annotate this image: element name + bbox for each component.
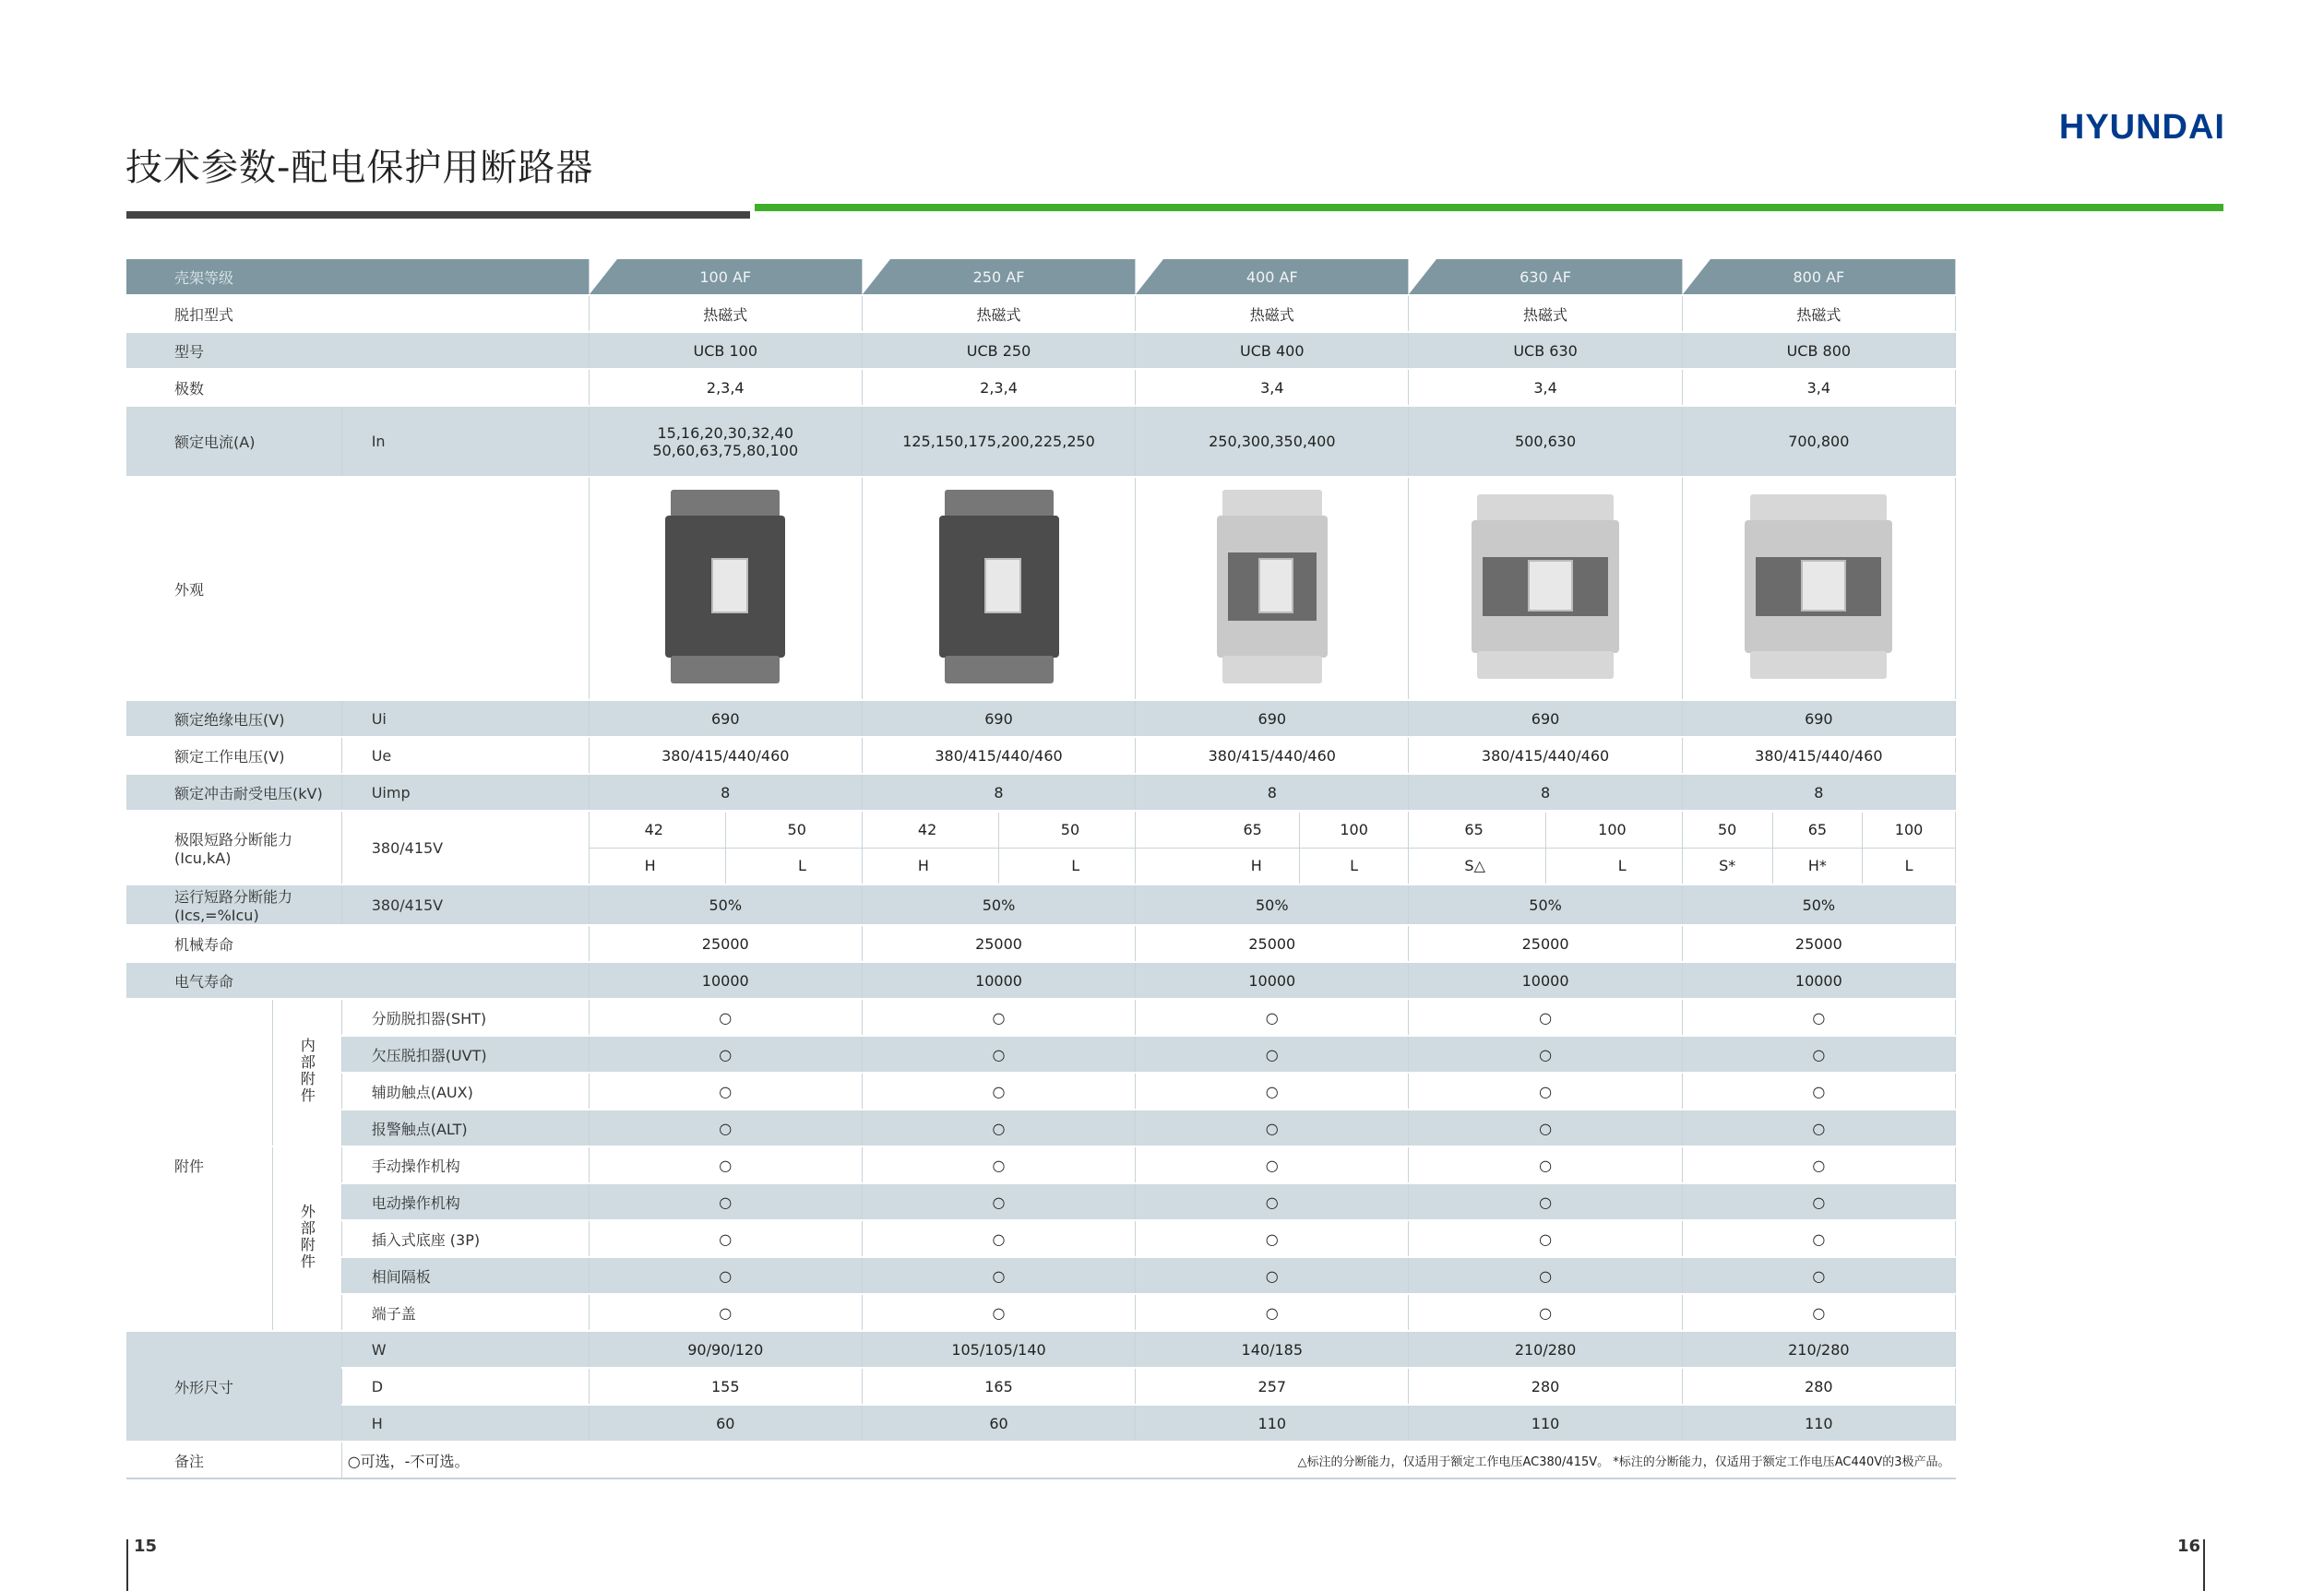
remarks-row: [126, 1442, 1956, 1478]
cell: 10000: [862, 962, 1135, 999]
cell: 热磁式: [1409, 295, 1682, 332]
page-number-left: 15: [134, 1537, 158, 1556]
option-mark: ○: [1682, 1073, 1955, 1110]
cell: 3,4: [1682, 369, 1955, 406]
option-mark: ○: [1136, 999, 1409, 1036]
option-mark: ○: [589, 1036, 862, 1073]
cell: 热磁式: [1682, 295, 1955, 332]
accessory-name: 手动操作机构: [341, 1146, 589, 1183]
col-header-250af: 250 AF: [862, 259, 1135, 295]
row-label: 极数: [126, 369, 589, 406]
row-label: 额定绝缘电压(V): [126, 700, 341, 737]
row-label: 外观: [126, 477, 589, 700]
cell: 280: [1409, 1368, 1682, 1405]
accessory-name: 辅助触点(AUX): [341, 1073, 589, 1110]
option-mark: ○: [1136, 1183, 1409, 1220]
cell: 8: [1682, 774, 1955, 811]
row-label: 脱扣型式: [126, 295, 589, 332]
option-mark: ○: [589, 1220, 862, 1257]
uimp-row: [126, 774, 1956, 811]
row-label: 额定工作电压(V): [126, 737, 341, 774]
breaker-image-800af: [1682, 477, 1955, 700]
accessory-name: 报警触点(ALT): [341, 1110, 589, 1146]
cell: 50%: [1136, 885, 1409, 925]
cell: 110: [1136, 1405, 1409, 1442]
option-mark: ○: [862, 1036, 1135, 1073]
cell: 110: [1682, 1405, 1955, 1442]
row-label: 额定冲击耐受电压(kV): [126, 774, 341, 811]
option-mark: ○: [1136, 1036, 1409, 1073]
cell: UCB 100: [589, 332, 862, 369]
option-mark: ○: [862, 1294, 1135, 1331]
option-mark: ○: [1409, 1183, 1682, 1220]
icu-cell-800af: 50 65 100 S* H* L: [1682, 811, 1955, 885]
cell: 690: [589, 700, 862, 737]
option-mark: ○: [589, 999, 862, 1036]
cell: 105/105/140: [862, 1331, 1135, 1368]
poles-row: [126, 369, 1956, 406]
cell: 90/90/120: [589, 1331, 862, 1368]
option-mark: ○: [1409, 1257, 1682, 1294]
cell: 25000: [1136, 925, 1409, 962]
option-mark: ○: [589, 1183, 862, 1220]
option-mark: ○: [1409, 1220, 1682, 1257]
cell: 60: [589, 1405, 862, 1442]
option-mark: ○: [1682, 1110, 1955, 1146]
breaker-image-250af: [862, 477, 1135, 700]
cell: 690: [862, 700, 1135, 737]
option-mark: ○: [1409, 999, 1682, 1036]
option-mark: ○: [589, 1294, 862, 1331]
accessory-row: [126, 1257, 1956, 1294]
accessory-name: 电动操作机构: [341, 1183, 589, 1220]
option-mark: ○: [1682, 1183, 1955, 1220]
row-label: 电气寿命: [126, 962, 589, 999]
option-mark: ○: [1136, 1220, 1409, 1257]
dims-label: 外形尺寸: [126, 1331, 341, 1442]
brand-logo: HYUNDAI: [2058, 108, 2225, 147]
cell: 690: [1409, 700, 1682, 737]
accessory-row: [126, 1110, 1956, 1146]
row-symbol: Uimp: [341, 774, 589, 811]
cell: UCB 800: [1682, 332, 1955, 369]
accessory-name: 端子盖: [341, 1294, 589, 1331]
option-mark: ○: [1682, 1220, 1955, 1257]
cell: UCB 400: [1136, 332, 1409, 369]
cell: 热磁式: [589, 295, 862, 332]
page-title: 技术参数-配电保护用断路器: [125, 147, 594, 189]
row-symbol: D: [341, 1368, 589, 1405]
option-mark: ○: [589, 1110, 862, 1146]
cell: 257: [1136, 1368, 1409, 1405]
icu-cell-250af: 42 50 H L: [862, 811, 1135, 885]
ics-row: [126, 885, 1956, 925]
col-header-800af: 800 AF: [1682, 259, 1955, 295]
accessory-row: [126, 1146, 1956, 1183]
page-marker-left: [126, 1539, 128, 1591]
rated-current-row: [126, 406, 1956, 477]
option-mark: ○: [1409, 1146, 1682, 1183]
cell: 690: [1682, 700, 1955, 737]
option-mark: ○: [862, 1110, 1135, 1146]
icu-cell-630af: 65 100 S△ L: [1409, 811, 1682, 885]
cell: UCB 630: [1409, 332, 1682, 369]
breaker-image-100af: [589, 477, 862, 700]
frame-size-row: [126, 259, 1956, 295]
internal-accessories-label: 内部附件: [273, 999, 342, 1146]
accessory-row: [126, 1294, 1956, 1331]
cell: 10000: [1136, 962, 1409, 999]
cell: 165: [862, 1368, 1135, 1405]
cell: 8: [1136, 774, 1409, 811]
cell: 10000: [589, 962, 862, 999]
frame-size-label: 壳架等级: [126, 259, 589, 295]
accessory-row: [126, 1220, 1956, 1257]
cell: 8: [862, 774, 1135, 811]
cell: 700,800: [1682, 406, 1955, 477]
row-label: 运行短路分断能力(Ics,=%Icu): [126, 885, 341, 925]
breaker-image-400af: [1136, 477, 1409, 700]
row-symbol: W: [341, 1331, 589, 1368]
option-mark: ○: [1409, 1110, 1682, 1146]
cell: 380/415/440/460: [1136, 737, 1409, 774]
row-label: 型号: [126, 332, 589, 369]
cell: 110: [1409, 1405, 1682, 1442]
accessory-name: 相间隔板: [341, 1257, 589, 1294]
cell: 60: [862, 1405, 1135, 1442]
option-mark: ○: [1136, 1146, 1409, 1183]
spec-table: [126, 259, 1956, 1479]
cell: 25000: [1682, 925, 1955, 962]
cell: 10000: [1682, 962, 1955, 999]
option-mark: ○: [589, 1073, 862, 1110]
cell: 155: [589, 1368, 862, 1405]
cell: 25000: [862, 925, 1135, 962]
accessory-row: [126, 1036, 1956, 1073]
option-mark: ○: [1136, 1073, 1409, 1110]
appearance-row: [126, 477, 1956, 700]
trip-type-row: [126, 295, 1956, 332]
option-mark: ○: [862, 1073, 1135, 1110]
option-mark: ○: [1409, 1036, 1682, 1073]
option-mark: ○: [589, 1146, 862, 1183]
title-rule-dark: [126, 211, 750, 219]
row-label: 机械寿命: [126, 925, 589, 962]
cell: 50%: [589, 885, 862, 925]
option-mark: ○: [1682, 1036, 1955, 1073]
remarks-left: ○可选，-不可选。: [341, 1442, 1135, 1478]
title-rule-green: [755, 204, 2223, 211]
cell: 210/280: [1682, 1331, 1955, 1368]
accessory-name: 插入式底座 (3P): [341, 1220, 589, 1257]
cell: 10000: [1409, 962, 1682, 999]
col-header-100af: 100 AF: [589, 259, 862, 295]
accessory-name: 分励脱扣器(SHT): [341, 999, 589, 1036]
cell: 210/280: [1409, 1331, 1682, 1368]
cell: 380/415/440/460: [1682, 737, 1955, 774]
row-symbol: In: [341, 406, 589, 477]
row-symbol: H: [341, 1405, 589, 1442]
col-header-400af: 400 AF: [1136, 259, 1409, 295]
cell: 380/415/440/460: [1409, 737, 1682, 774]
dim-row-w: [126, 1331, 1956, 1368]
cell: 125,150,175,200,225,250: [862, 406, 1135, 477]
option-mark: ○: [1409, 1073, 1682, 1110]
ue-row: [126, 737, 1956, 774]
row-symbol: Ue: [341, 737, 589, 774]
row-symbol: 380/415V: [341, 811, 589, 885]
cell: 3,4: [1409, 369, 1682, 406]
row-label: 极限短路分断能力(Icu,kA): [126, 811, 341, 885]
external-accessories-label: 外部附件: [273, 1146, 342, 1331]
row-symbol: Ui: [341, 700, 589, 737]
cell: 8: [589, 774, 862, 811]
cell: 25000: [589, 925, 862, 962]
row-label: 备注: [126, 1442, 341, 1478]
cell: 690: [1136, 700, 1409, 737]
cell: 140/185: [1136, 1331, 1409, 1368]
option-mark: ○: [1136, 1110, 1409, 1146]
cell: 500,630: [1409, 406, 1682, 477]
cell: 50%: [1682, 885, 1955, 925]
model-row: [126, 332, 1956, 369]
accessory-row: [126, 1073, 1956, 1110]
option-mark: ○: [589, 1257, 862, 1294]
option-mark: ○: [862, 1183, 1135, 1220]
cell: 2,3,4: [862, 369, 1135, 406]
mech-life-row: [126, 925, 1956, 962]
accessory-row: [126, 999, 1956, 1036]
option-mark: ○: [1682, 1294, 1955, 1331]
cell: 25000: [1409, 925, 1682, 962]
cell: 50%: [862, 885, 1135, 925]
accessory-name: 欠压脱扣器(UVT): [341, 1036, 589, 1073]
option-mark: ○: [1682, 1257, 1955, 1294]
cell: 2,3,4: [589, 369, 862, 406]
ui-row: [126, 700, 1956, 737]
elec-life-row: [126, 962, 1956, 999]
page-number-right: 16: [2177, 1537, 2201, 1556]
cell: UCB 250: [862, 332, 1135, 369]
page-marker-right: [2203, 1539, 2205, 1591]
dim-row-d: [126, 1368, 1956, 1405]
cell: 250,300,350,400: [1136, 406, 1409, 477]
option-mark: ○: [1136, 1257, 1409, 1294]
remarks-right: △标注的分断能力，仅适用于额定工作电压AC380/415V。 *标注的分断能力，仅适用于额定工作电压AC440V的3极产品。: [1136, 1442, 1956, 1478]
cell: 3,4: [1136, 369, 1409, 406]
option-mark: ○: [862, 1257, 1135, 1294]
icu-cell-100af: 42 50 H L: [589, 811, 862, 885]
cell: 280: [1682, 1368, 1955, 1405]
option-mark: ○: [862, 1220, 1135, 1257]
cell: 380/415/440/460: [862, 737, 1135, 774]
cell: 热磁式: [1136, 295, 1409, 332]
accessory-row: [126, 1183, 1956, 1220]
accessories-label: 附件: [126, 999, 273, 1331]
option-mark: ○: [862, 1146, 1135, 1183]
cell: 热磁式: [862, 295, 1135, 332]
option-mark: ○: [1682, 1146, 1955, 1183]
cell: 380/415/440/460: [589, 737, 862, 774]
cell: 15,16,20,30,32,40 50,60,63,75,80,100: [589, 406, 862, 477]
col-header-630af: 630 AF: [1409, 259, 1682, 295]
option-mark: ○: [1409, 1294, 1682, 1331]
dim-row-h: [126, 1405, 1956, 1442]
icu-row: [126, 811, 1956, 885]
row-symbol: 380/415V: [341, 885, 589, 925]
option-mark: ○: [1682, 999, 1955, 1036]
icu-cell-400af: 65 100 H L: [1136, 811, 1409, 885]
breaker-image-630af: [1409, 477, 1682, 700]
cell: 50%: [1409, 885, 1682, 925]
cell: 8: [1409, 774, 1682, 811]
option-mark: ○: [1136, 1294, 1409, 1331]
option-mark: ○: [862, 999, 1135, 1036]
row-label: 额定电流(A): [126, 406, 341, 477]
